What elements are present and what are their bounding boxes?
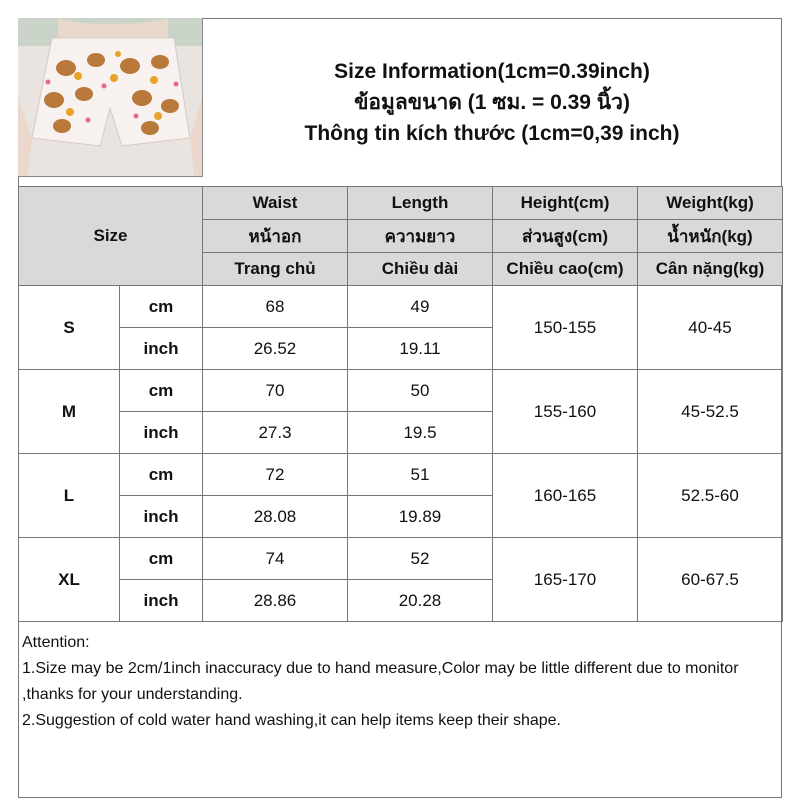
size-info-header <box>202 18 782 186</box>
unit-cm: cm <box>120 454 203 496</box>
length-cm: 49 <box>348 286 493 328</box>
waist-inch: 28.86 <box>203 580 348 622</box>
unit-inch: inch <box>120 496 203 538</box>
note-measurement: 1.Size may be 2cm/1inch inaccuracy due to hand measure,Color may be little different due to monitor ,thanks for your understanding. <box>22 660 739 703</box>
title-english: Size Information(1cm=0.39inch) <box>334 59 650 83</box>
height-range: 150-155 <box>493 286 638 370</box>
title-thai: ข้อมูลขนาด (1 ซม. = 0.39 นิ้ว) <box>354 90 630 114</box>
weight-range: 52.5-60 <box>638 454 783 538</box>
length-inch: 20.28 <box>348 580 493 622</box>
waist-cm: 72 <box>203 454 348 496</box>
product-photo <box>18 18 203 177</box>
length-cm: 50 <box>348 370 493 412</box>
waist-cm: 68 <box>203 286 348 328</box>
header-weight-th: น้ำหนัก(kg) <box>638 220 783 253</box>
waist-cm: 74 <box>203 538 348 580</box>
table-row <box>19 454 783 496</box>
header-length-th: ความยาว <box>348 220 493 253</box>
table-row <box>19 370 783 412</box>
table-row <box>19 286 783 328</box>
size-name: M <box>19 370 120 454</box>
length-inch: 19.89 <box>348 496 493 538</box>
header-waist-vi: Trang chủ <box>203 253 348 286</box>
size-name: S <box>19 286 120 370</box>
header-height-vi: Chiều cao(cm) <box>493 253 638 286</box>
header-length-en: Length <box>348 187 493 220</box>
unit-inch: inch <box>120 412 203 454</box>
header-weight-vi: Cân nặng(kg) <box>638 253 783 286</box>
attention-notes <box>18 628 782 736</box>
waist-cm: 70 <box>203 370 348 412</box>
title-vietnamese: Thông tin kích thước (1cm=0,39 inch) <box>304 121 680 145</box>
height-range: 160-165 <box>493 454 638 538</box>
header-length-vi: Chiều dài <box>348 253 493 286</box>
shorts-illustration <box>18 18 202 176</box>
waist-inch: 26.52 <box>203 328 348 370</box>
length-cm: 52 <box>348 538 493 580</box>
unit-cm: cm <box>120 370 203 412</box>
weight-range: 40-45 <box>638 286 783 370</box>
waist-inch: 28.08 <box>203 496 348 538</box>
header-waist-th: หน้าอก <box>203 220 348 253</box>
size-column-header: Size <box>19 187 203 286</box>
header-weight-en: Weight(kg) <box>638 187 783 220</box>
header-waist-en: Waist <box>203 187 348 220</box>
length-cm: 51 <box>348 454 493 496</box>
note-washing: 2.Suggestion of cold water hand washing,it can help items keep their shape. <box>22 712 561 729</box>
size-name: XL <box>19 538 120 622</box>
unit-cm: cm <box>120 286 203 328</box>
unit-inch: inch <box>120 328 203 370</box>
table-row <box>19 538 783 580</box>
height-range: 155-160 <box>493 370 638 454</box>
waist-inch: 27.3 <box>203 412 348 454</box>
header-height-th: ส่วนสูง(cm) <box>493 220 638 253</box>
length-inch: 19.11 <box>348 328 493 370</box>
length-inch: 19.5 <box>348 412 493 454</box>
weight-range: 60-67.5 <box>638 538 783 622</box>
attention-heading: Attention: <box>22 634 90 651</box>
height-range: 165-170 <box>493 538 638 622</box>
size-name: L <box>19 454 120 538</box>
size-table <box>18 186 783 622</box>
header-height-en: Height(cm) <box>493 187 638 220</box>
unit-inch: inch <box>120 580 203 622</box>
weight-range: 45-52.5 <box>638 370 783 454</box>
unit-cm: cm <box>120 538 203 580</box>
